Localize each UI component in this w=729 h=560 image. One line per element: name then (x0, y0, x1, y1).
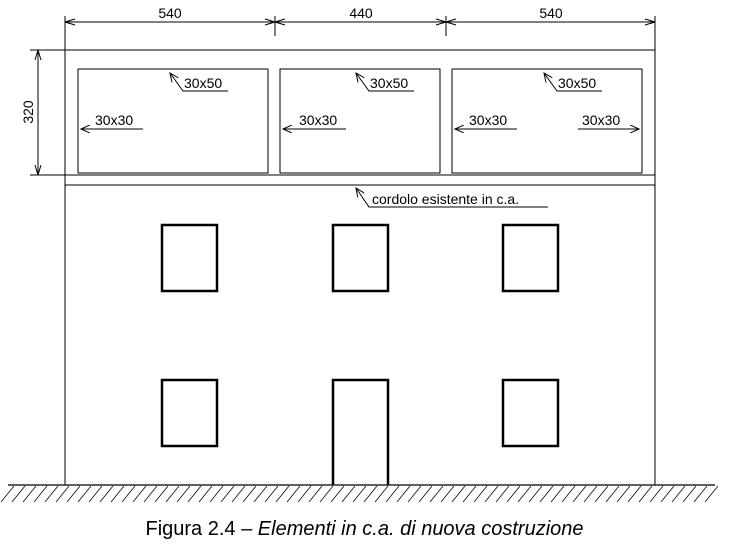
window-upper-center (333, 225, 388, 291)
beam-label-text-2: 30x50 (370, 75, 409, 91)
dimension-span-3: 540 (539, 5, 563, 21)
column-label-text-4: 30x30 (582, 112, 621, 128)
entrance-door (333, 380, 388, 485)
new-storey-frame (65, 50, 655, 175)
column-labels (81, 112, 639, 129)
column-label-text-2: 30x30 (299, 112, 338, 128)
caption-title: Elementi in c.a. di nuova costruzione (257, 518, 584, 540)
window-upper-right (503, 225, 558, 291)
dimension-height: 320 (20, 100, 36, 124)
curb-label: cordolo esistente in c.a. (372, 191, 520, 207)
window-lower-right (503, 380, 558, 446)
window-upper-left (162, 225, 217, 291)
beam-label-text-3: 30x50 (558, 75, 597, 91)
existing-facade (65, 185, 655, 485)
column-label-text-1: 30x30 (95, 112, 134, 128)
top-dimension-chain (65, 16, 655, 50)
facade-openings (162, 225, 558, 485)
caption-prefix: Figura 2.4 – (145, 518, 258, 540)
existing-curb (65, 175, 655, 185)
dimension-span-2: 440 (349, 5, 373, 21)
column-label-text-3: 30x30 (469, 112, 508, 128)
ground-hatching (1, 486, 718, 502)
beam-labels (170, 73, 602, 91)
beam-label-text-1: 30x50 (184, 75, 223, 91)
dimension-span-1: 540 (158, 5, 182, 21)
figure-caption (0, 518, 729, 541)
window-lower-left (162, 380, 217, 446)
